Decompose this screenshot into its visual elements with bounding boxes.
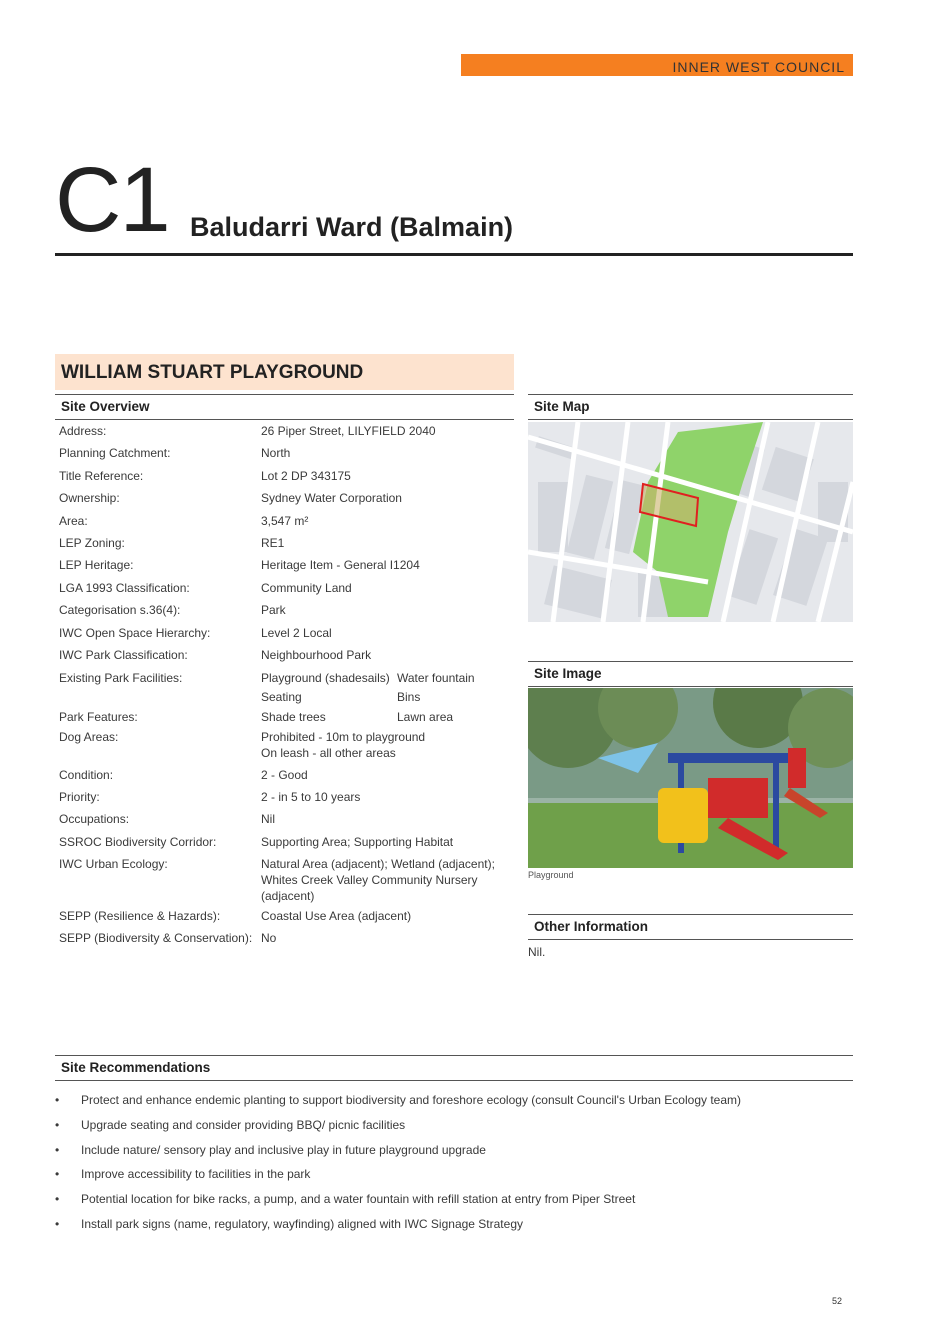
overview-value: 2 - Good xyxy=(261,768,308,782)
overview-label: Planning Catchment: xyxy=(59,446,171,460)
overview-value: Park xyxy=(261,603,286,617)
overview-value: 26 Piper Street, LILYFIELD 2040 xyxy=(261,424,436,438)
overview-label: SEPP (Biodiversity & Conservation): xyxy=(59,931,253,945)
overview-label: Park Features: xyxy=(59,710,138,724)
recommendation-text: Include nature/ sensory play and inclusive play in future playground upgrade xyxy=(81,1143,486,1157)
section-code: C1 xyxy=(55,149,169,251)
overview-value: No xyxy=(261,931,277,945)
overview-value: Level 2 Local xyxy=(261,626,332,640)
recommendation-text: Improve accessibility to facilities in the park xyxy=(81,1167,311,1181)
site-map-heading: Site Map xyxy=(528,394,853,420)
site-map xyxy=(528,422,853,622)
overview-value: Neighbourhood Park xyxy=(261,648,372,662)
overview-label: Categorisation s.36(4): xyxy=(59,603,181,617)
overview-label: Occupations: xyxy=(59,812,130,826)
bullet-icon: • xyxy=(55,1217,60,1231)
bullet-icon: • xyxy=(55,1192,60,1206)
photo-caption: Playground xyxy=(528,870,574,880)
overview-value: Shade trees xyxy=(261,710,326,724)
overview-label: Area: xyxy=(59,514,88,528)
overview-label: IWC Urban Ecology: xyxy=(59,857,168,871)
overview-value-2: Bins xyxy=(397,690,421,704)
park-name: WILLIAM STUART PLAYGROUND xyxy=(55,354,514,390)
other-info-text: Nil. xyxy=(528,945,546,959)
overview-label: Priority: xyxy=(59,790,100,804)
ward-title: Baludarri Ward (Balmain) xyxy=(190,212,514,242)
overview-value-2: Water fountain xyxy=(397,671,475,685)
overview-value: Seating xyxy=(261,690,302,704)
overview-value: 2 - in 5 to 10 years xyxy=(261,790,361,804)
bullet-icon: • xyxy=(55,1093,60,1107)
bullet-icon: • xyxy=(55,1167,60,1181)
overview-value: Natural Area (adjacent); Wetland (adjacent); xyxy=(261,857,495,871)
playground-photo xyxy=(528,688,853,868)
overview-label: Dog Areas: xyxy=(59,730,119,744)
overview-value: 3,547 m² xyxy=(261,514,309,528)
overview-label: SSROC Biodiversity Corridor: xyxy=(59,835,217,849)
overview-value: Prohibited - 10m to playground xyxy=(261,730,426,744)
other-info-heading: Other Information xyxy=(528,914,853,940)
overview-value: Supporting Area; Supporting Habitat xyxy=(261,835,454,849)
overview-label: LGA 1993 Classification: xyxy=(59,581,190,595)
overview-value: Community Land xyxy=(261,581,352,595)
overview-value: Sydney Water Corporation xyxy=(261,491,402,505)
recommendations-heading: Site Recommendations xyxy=(55,1055,853,1081)
overview-value: Nil xyxy=(261,812,275,826)
overview-label: Title Reference: xyxy=(59,469,144,483)
recommendation-text: Install park signs (name, regulatory, wayfinding) aligned with IWC Signage Strategy xyxy=(81,1217,523,1231)
site-image-heading: Site Image xyxy=(528,661,853,687)
overview-label: Existing Park Facilities: xyxy=(59,671,183,685)
site-map-image xyxy=(528,422,853,622)
bullet-icon: • xyxy=(55,1143,60,1157)
site-overview-heading: Site Overview xyxy=(55,394,514,420)
overview-value: Coastal Use Area (adjacent) xyxy=(261,909,412,923)
overview-label: Condition: xyxy=(59,768,114,782)
recommendation-text: Protect and enhance endemic planting to support biodiversity and foreshore ecology (consult Council's Urban Ecology team) xyxy=(81,1093,741,1107)
overview-value: On leash - all other areas xyxy=(261,746,396,760)
overview-value: (adjacent) xyxy=(261,889,315,903)
overview-value: North xyxy=(261,446,291,460)
overview-label: IWC Park Classification: xyxy=(59,648,188,662)
overview-value: Whites Creek Valley Community Nursery xyxy=(261,873,478,887)
council-banner: INNER WEST COUNCIL xyxy=(461,54,853,76)
overview-label: LEP Zoning: xyxy=(59,536,125,550)
page-number: 52 xyxy=(832,1296,843,1306)
overview-label: Ownership: xyxy=(59,491,120,505)
overview-value: Heritage Item - General I1204 xyxy=(261,558,420,572)
bullet-icon: • xyxy=(55,1118,60,1132)
overview-label: LEP Heritage: xyxy=(59,558,134,572)
recommendation-text: Upgrade seating and consider providing BBQ/ picnic facilities xyxy=(81,1118,406,1132)
overview-label: SEPP (Resilience & Hazards): xyxy=(59,909,221,923)
overview-label: IWC Open Space Hierarchy: xyxy=(59,626,211,640)
overview-value: Lot 2 DP 343175 xyxy=(261,469,351,483)
overview-value: RE1 xyxy=(261,536,285,550)
title-divider xyxy=(55,253,853,256)
overview-value-2: Lawn area xyxy=(397,710,454,724)
recommendation-text: Potential location for bike racks, a pump, and a water fountain with refill station at entry from Piper Street xyxy=(81,1192,636,1206)
overview-value: Playground (shadesails) xyxy=(261,671,390,685)
site-photo xyxy=(528,688,853,868)
overview-label: Address: xyxy=(59,424,107,438)
